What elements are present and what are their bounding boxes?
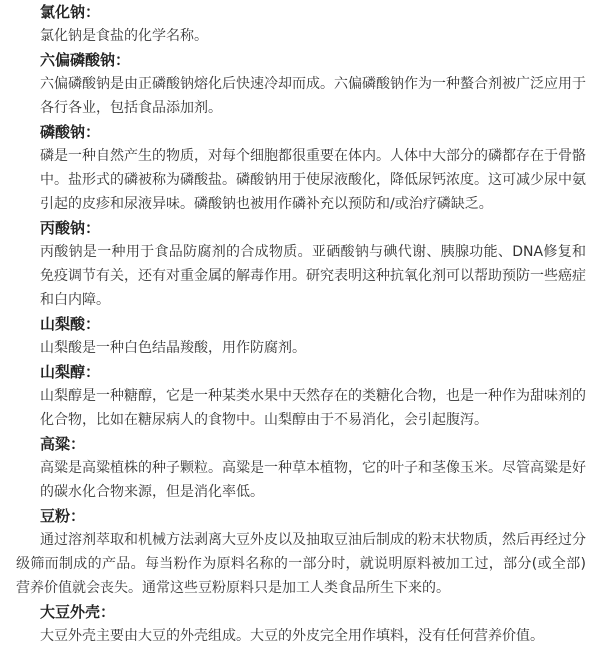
glossary-entry-sorbic-acid xyxy=(16,312,586,360)
term-heading: 丙酸钠： xyxy=(40,219,101,237)
term-description: 山梨醇是一种糖醇，它是一种某类水果中天然存在的类糖化合物，也是一种作为甜味剂的化合物，比如在糖尿病人的食物中。山梨醇由于不易消化，会引起腹泻。 xyxy=(40,388,586,428)
glossary-entry-sorghum xyxy=(16,432,586,504)
glossary-entry-sodium-propionate xyxy=(16,216,586,312)
glossary-entry-soybean-hulls xyxy=(16,600,586,648)
term-description: 磷是一种自然产生的物质，对每个细胞都很重要在体内。人体中大部分的磷都存在于骨骼中。盐形式的磷被称为磷酸盐。磷酸钠用于使尿液酸化，降低尿钙浓度。这可减少尿中氨引起的皮疹和尿液异味。磷酸钠也被用作磷补充以预防和/或治疗磷缺乏。 xyxy=(40,148,586,212)
term-heading: 高粱： xyxy=(40,435,86,453)
term-heading: 大豆外壳： xyxy=(40,603,116,621)
glossary-entry-sodium-hexametaphosphate xyxy=(16,48,586,120)
term-heading: 豆粉： xyxy=(40,507,86,525)
term-description: 山梨酸是一种白色结晶羧酸，用作防腐剂。 xyxy=(40,340,306,356)
term-description: 丙酸钠是一种用于食品防腐剂的合成物质。亚硒酸钠与碘代谢、胰腺功能、DNA修复和免疫调节有关，还有对重金属的解毒作用。研究表明这种抗氧化剂可以帮助预防一些癌症和白内障。 xyxy=(40,244,586,308)
term-heading: 磷酸钠： xyxy=(40,123,101,141)
term-description: 大豆外壳主要由大豆的外壳组成。大豆的外皮完全用作填料，没有任何营养价值。 xyxy=(40,628,544,644)
glossary-entry-soy-flour xyxy=(16,504,586,600)
term-description: 通过溶剂萃取和机械方法剥离大豆外皮以及抽取豆油后制成的粉末状物质，然后再经过分级筛而制成的产品。每当粉作为原料名称的一部分时，就说明原料被加工过，部分(或全部)营养价值就会丧失。通常这些豆粉原料只是加工人类食品所生下来的。 xyxy=(16,532,586,596)
term-heading: 山梨醇： xyxy=(40,363,101,381)
term-description: 六偏磷酸钠是由正磷酸钠熔化后快速冷却而成。六偏磷酸钠作为一种螯合剂被广泛应用于各行各业，包括食品添加剂。 xyxy=(40,76,586,116)
glossary-entry-sorbitol xyxy=(16,360,586,432)
term-heading: 六偏磷酸钠： xyxy=(40,51,131,69)
glossary-entry-sodium-chloride xyxy=(16,0,586,48)
term-heading: 山梨酸： xyxy=(40,315,101,333)
glossary-entry-sodium-phosphate xyxy=(16,120,586,216)
term-description: 高粱是高粱植株的种子颗粒。高粱是一种草本植物，它的叶子和茎像玉米。尽管高粱是好的碳水化合物来源，但是消化率低。 xyxy=(40,460,586,500)
term-heading: 氯化钠： xyxy=(40,3,101,21)
term-description: 氯化钠是食盐的化学名称。 xyxy=(40,28,208,44)
